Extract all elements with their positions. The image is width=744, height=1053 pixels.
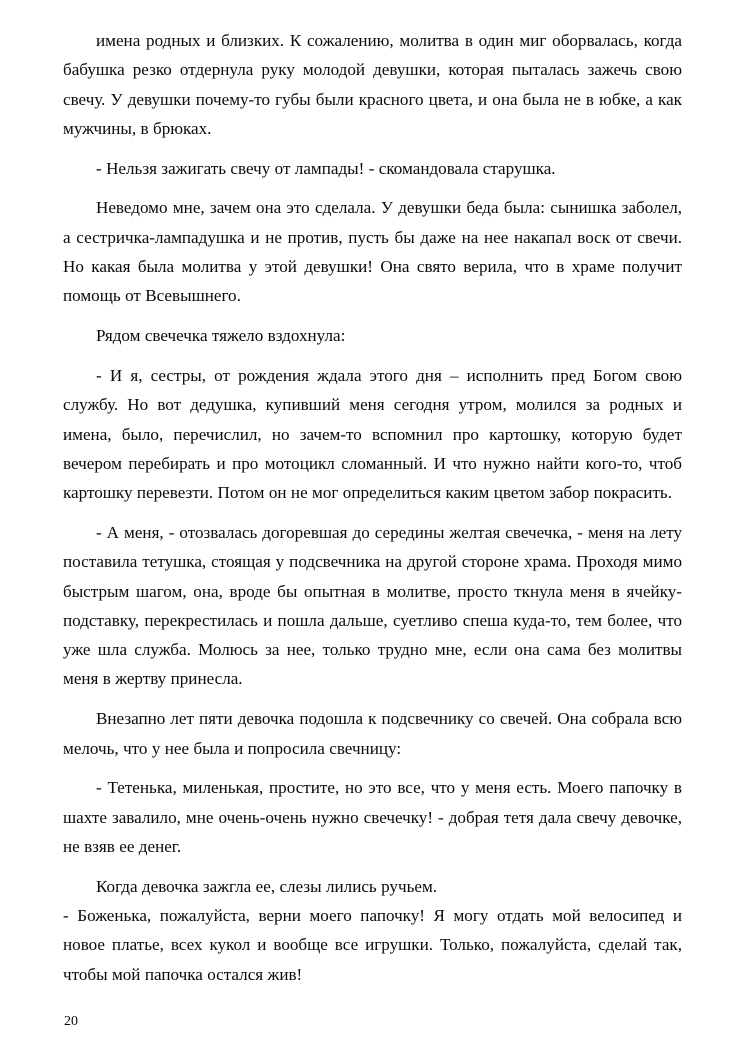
paragraph: - Боженька, пожалуйста, верни моего папочку! Я могу отдать мой велосипед и новое платье, всех кукол и вообще все игрушки. Только, пожалуйста, сделай так, чтобы мой папочка остался жив! [63,906,682,984]
paragraph: - Тетенька, миленькая, простите, но это все, что у меня есть. Моего папочку в шахте завалило, мне очень-очень нужно свечечку! - добрая тетя дала свечу девочке, не взяв ее денег. [63,778,682,856]
paragraph: Внезапно лет пяти девочка подошла к подсвечнику со свечей. Она собрала всю мелочь, что у нее была и попросила свечницу: [63,709,682,758]
paragraph: имена родных и близких. К сожалению, молитва в один миг оборвалась, когда бабушка резко отдернула руку молодой девушки, которая пыталась зажечь свою свечу. У девушки почему-то губы были красного цвета, и она была не в юбке, а как мужчины, в брюках. [63,31,682,138]
page-number: 20 [64,1014,78,1029]
body-text-column [63,26,682,989]
paragraph: - И я, сестры, от рождения ждала этого дня – исполнить пред Богом свою службу. Но вот дедушка, купивший меня сегодня утром, молился за родных и имена, было, перечислил, но зачем-то вспомнил про картошку, которую будет вечером перебирать и про мотоцикл сломанный. И что нужно найти кого-то, чтоб картошку перевезти. Потом он не мог определиться каким цветом забор покрасить. [63,365,682,503]
paragraph: Когда девочка зажгла ее, слезы лились ручьем. [96,876,438,896]
paragraph: Рядом свечечка тяжело вздохнула: [96,326,346,346]
paragraph: - Нельзя зажигать свечу от лампады! - скомандовала старушка. [96,158,556,178]
paragraph: - А меня, - отозвалась догоревшая до середины желтая свечечка, - меня на лету поставила тетушка, стоящая у подсвечника на другой стороне храма. Проходя мимо быстрым шагом, она, вроде бы опытная в молитве, просто ткнула меня в ячейку-подставку, перекрестилась и пошла дальше, суетливо спеша куда-то, тем более, что уже шла служба. Молюсь за нее, только трудно мне, если она сама без молитвы меня в жертву принесла. [63,522,682,689]
paragraph: Неведомо мне, зачем она это сделала. У девушки беда была: сынишка заболел, а сестричка-лампадушка и не против, пусть бы даже на нее накапал воск от свечи. Но какая была молитва у этой девушки! Она свято верила, что в храме получит помощь от Всевышнего. [63,198,682,306]
